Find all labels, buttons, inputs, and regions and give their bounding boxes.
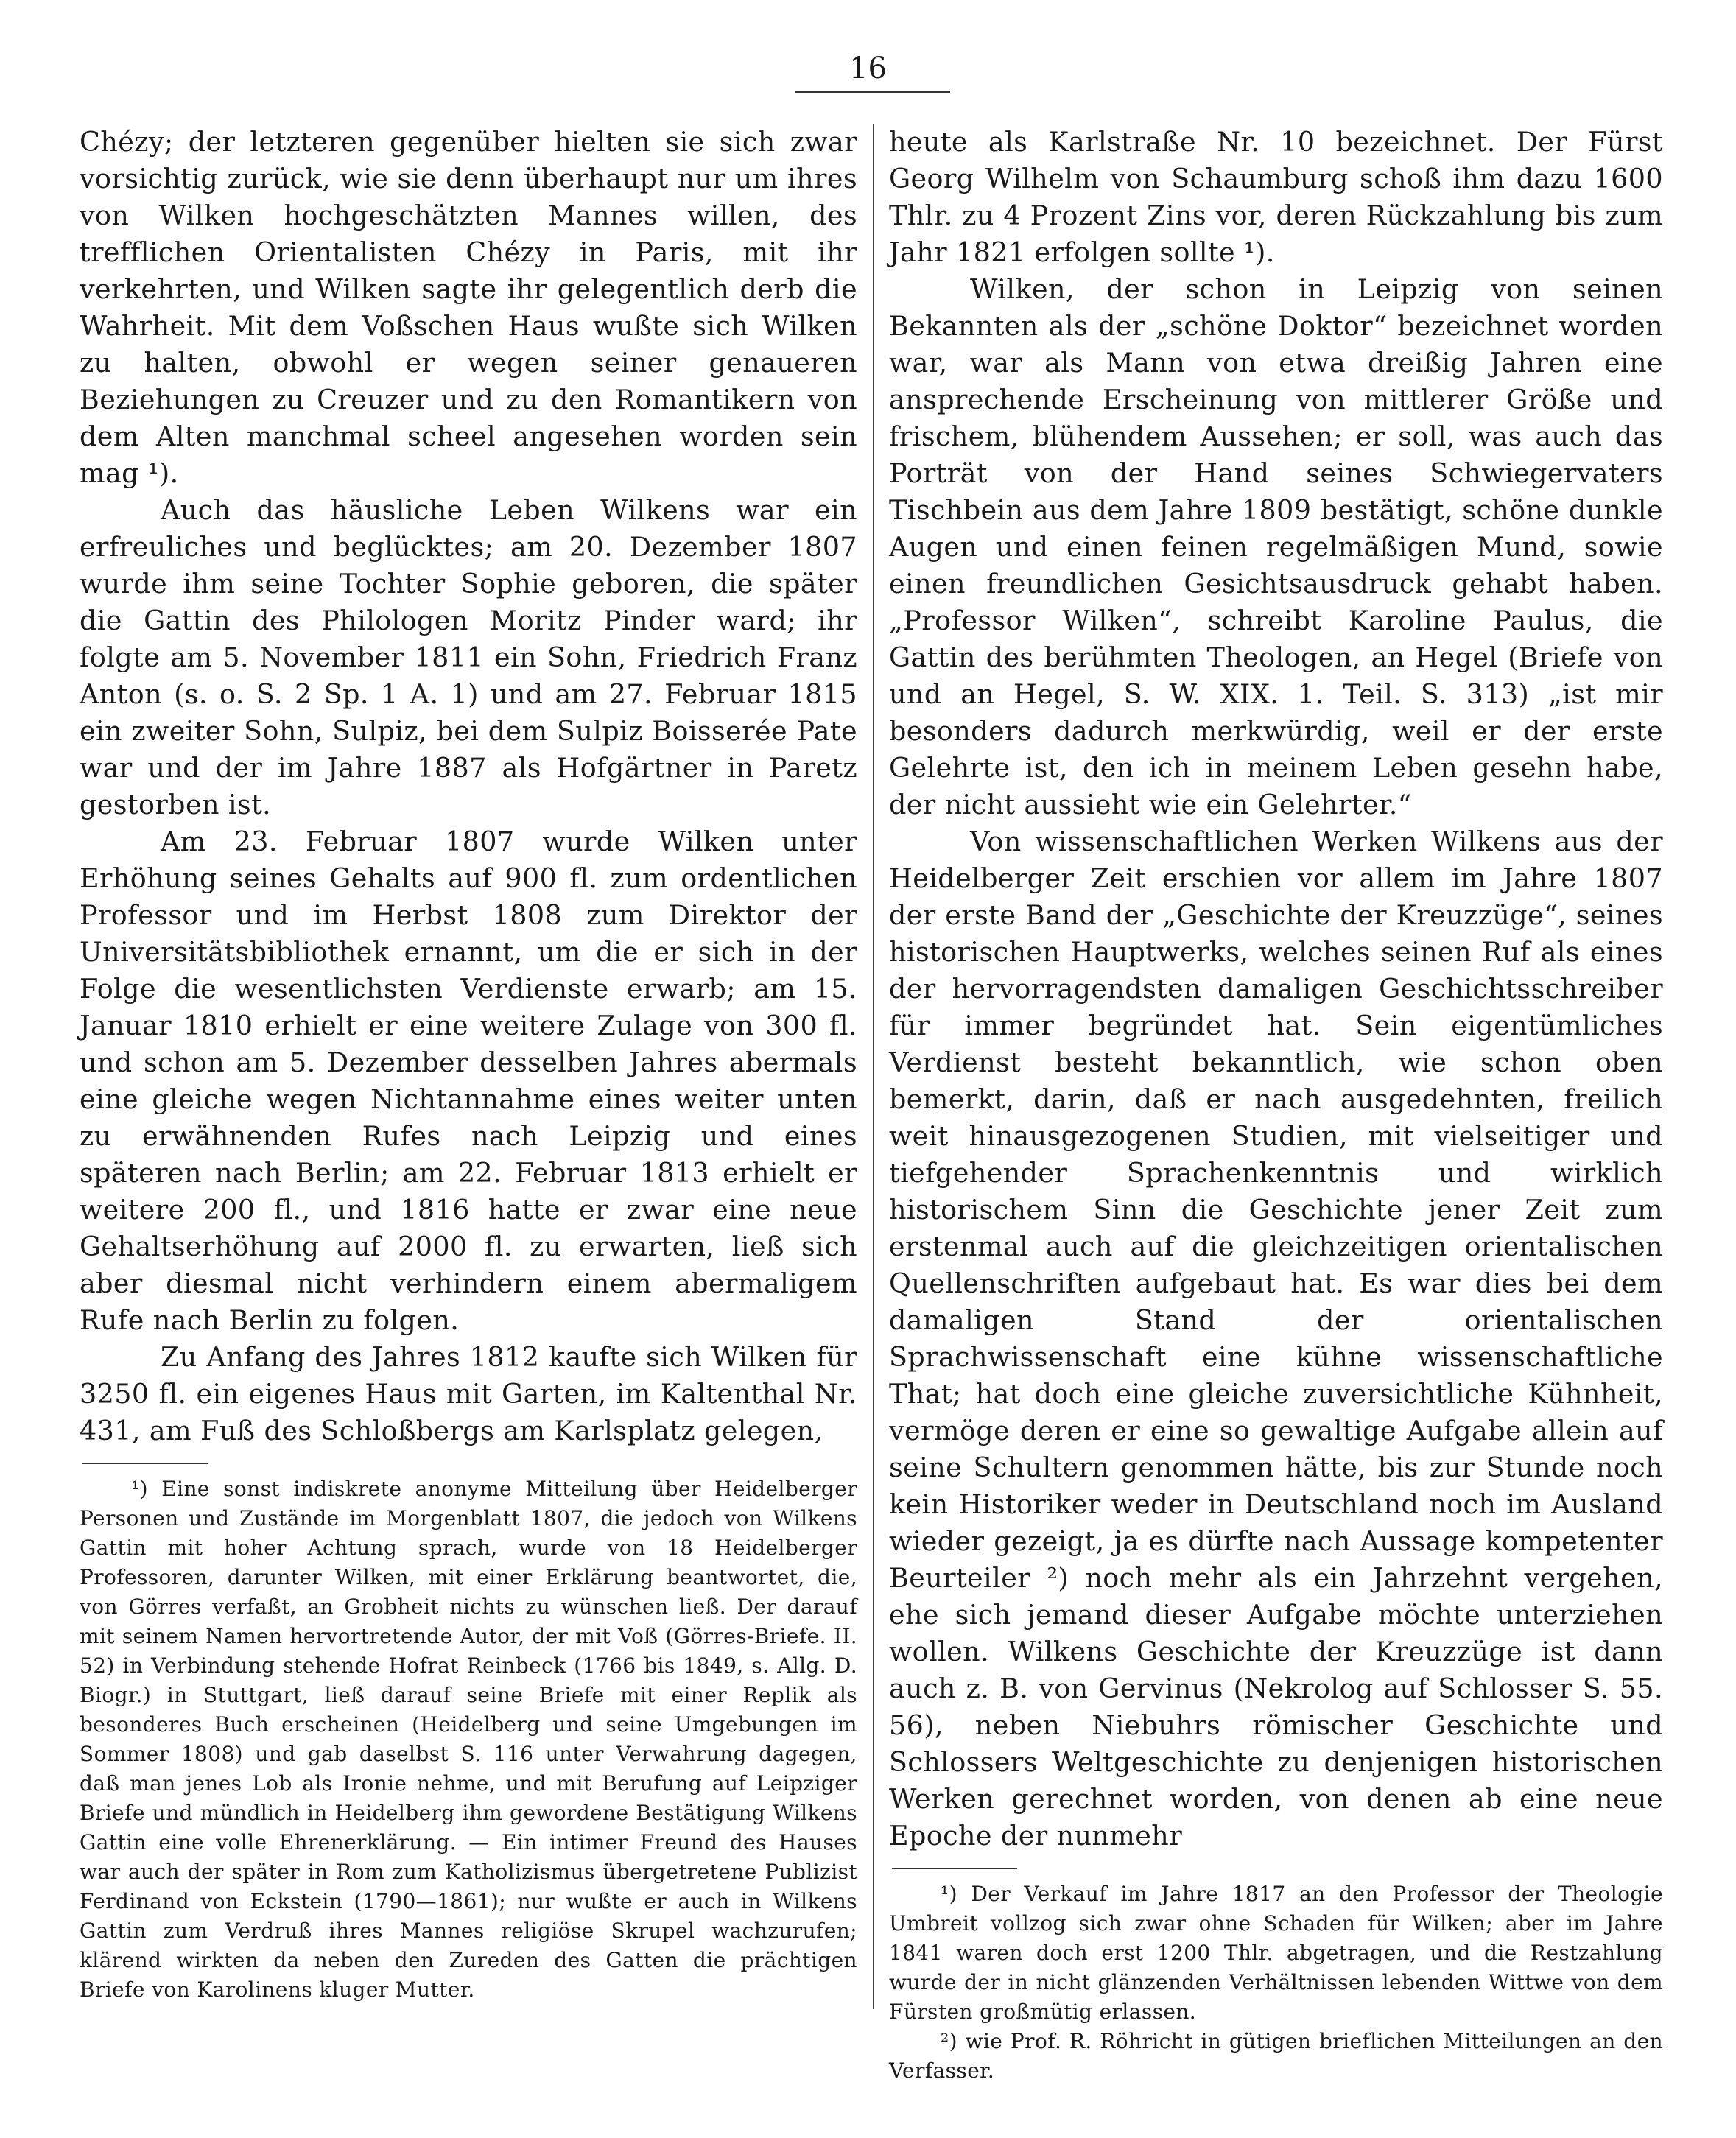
right-paragraph-3: Von wissenschaftlichen Werken Wilkens aus der Heidelberger Zeit erschien vor allem im Jahre 1807 der erste Band der „Geschichte der Kreuzzüge“, seines historischen Hauptwerks, welches seinen Ruf als eines der hervorragendsten damaligen Geschichtsschreiber für immer begründet hat. Sein eigentümliches Verdienst besteht bekanntlich, wie schon oben bemerkt, darin, daß er nach ausgedehnten, freilich weit hinausgezogenen Studien, mit vielseitiger und tiefgehender Sprachenkenntnis und wirklich historischem Sinn die Geschichte jener Zeit zum erstenmal auch auf die gleichzeitigen orientalischen Quellenschriften aufgebaut hat. Es war dies bei dem damaligen Stand der orientalischen Sprachwissenschaft eine kühne wissenschaftliche That; hat doch eine gleiche zuversichtliche Kühnheit, vermöge deren er eine so gewaltige Aufgabe allein auf seine Schultern genommen hätte, bis zur Stunde noch kein Historiker weder in Deutschland noch im Ausland wieder gezeigt, ja es dürfte nach Aussage kompetenter Beurteiler ²) noch mehr als ein Jahrzehnt vergehen, ehe sich jemand dieser Aufgabe möchte unterziehen wollen. Wilkens Geschichte der Kreuzzüge ist dann auch z. B. von Gervinus (Nekrolog auf Schlosser S. 55. 56), neben Niebuhrs römischer Geschichte und Schlossers Weltgeschichte zu denjenigen historischen Werken gerechnet worden, von denen ab eine neue Epoche der nunmehr [889,826,1663,1852]
left-paragraph-2: Auch das häusliche Leben Wilkens war ein erfreuliches und beglücktes; am 20. Dezember 1807 wurde ihm seine Tochter Sophie geboren, die später die Gattin des Philologen Moritz Pinder ward; ihr folgte am 5. November 1811 ein Sohn, Friedrich Franz Anton (s. o. S. 2 Sp. 1 A. 1) und am 27. Februar 1815 ein zweiter Sohn, Sulpiz, bei dem Sulpiz Boisserée Pate war und der im Jahre 1887 als Hofgärtner in Paretz gestorben ist. [80,494,857,820]
left-paragraph-1: Chézy; der letzteren gegenüber hielten sie sich zwar vorsichtig zurück, wie sie denn überhaupt nur um ihres von Wilken hochgeschätzten Mannes willen, des trefflichen Orientalisten Chézy in Paris, mit ihr verkehrten, und Wilken sagte ihr gelegentlich derb die Wahrheit. Mit dem Voßschen Haus wußte sich Wilken zu halten, obwohl er wegen seiner genaueren Beziehungen zu Creuzer und zu den Romantikern von dem Alten manchmal scheel angesehen worden sein mag ¹). [80,126,857,489]
right-footnote-2: ²) wie Prof. R. Röhricht in gütigen brieflichen Mitteilungen an den Verfasser. [889,2029,1663,2083]
left-paragraph-3: Am 23. Februar 1807 wurde Wilken unter Erhöhung seines Gehalts auf 900 fl. zum ordentlichen Professor und im Herbst 1808 zum Direktor der Universitätsbibliothek ernannt, um die er sich in der Folge die wesentlichsten Verdienste erwarb; am 15. Januar 1810 erhielt er eine weitere Zulage von 300 fl. und schon am 5. Dezember desselben Jahres abermals eine gleiche wegen Nichtannahme eines weiter unten zu erwähnenden Rufes nach Leipzig und eines späteren nach Berlin; am 22. Februar 1813 erhielt er weitere 200 fl., und 1816 hatte er zwar eine neue Gehaltserhöhung auf 2000 fl. zu erwarten, ließ sich aber diesmal nicht verhindern einem abermaligem Rufe nach Berlin zu folgen. [80,826,857,1336]
left-footnote-rule [82,1463,208,1464]
right-paragraph-2: Wilken, der schon in Leipzig von seinen Bekannten als der „schöne Doktor“ bezeichnet worden war, war als Mann von etwa dreißig Jahren eine ansprechende Erscheinung von mittlerer Größe und frischem, blühendem Aussehen; er soll, was auch das Porträt von der Hand seines Schwiegervaters Tischbein aus dem Jahre 1809 bestätigt, schöne dunkle Augen und einen feinen regelmäßigen Mund, sowie einen freundlichen Gesichtsausdruck gehabt haben. „Professor Wilken“, schreibt Karoline Paulus, die Gattin des berühmten Theologen, an Hegel (Briefe von und an Hegel, S. W. XIX. 1. Teil. S. 313) „ist mir besonders dadurch merkwürdig, weil er der erste Gelehrte ist, den ich in meinem Leben gesehn habe, der nicht aussieht wie ein Gelehrter.“ [889,273,1663,820]
right-footnotes [889,1879,1663,2086]
column-divider [873,124,874,2009]
page-number: 16 [849,52,887,85]
left-footnote-1: ¹) Eine sonst indiskrete anonyme Mitteilung über Heidelberger Personen und Zustände im Morgenblatt 1807, die jedoch von Wilkens Gattin mit hoher Achtung sprach, wurde von 18 Heidelberger Professoren, darunter Wilken, mit einer Erklärung beantwortet, die, von Görres verfaßt, an Grobheit nichts zu wünschen ließ. Der darauf mit seinem Namen hervortretende Autor, der mit Voß (Görres-Briefe. II. 52) in Verbindung stehende Hofrat Reinbeck (1766 bis 1849, s. Allg. D. Biogr.) in Stuttgart, ließ darauf seine Briefe mit einer Replik als besonderes Buch erscheinen (Heidelberg und seine Umgebungen im Sommer 1808) und gab daselbst S. 116 unter Verwahrung dagegen, daß man jenes Lob als Ironie nehme, und mit Berufung auf Leipziger Briefe und mündlich in Heidelberg ihm gewordene Bestätigung Wilkens Gattin eine volle Ehrenerklärung. — Ein intimer Freund des Hauses war auch der später in Rom zum Katholizismus übergetretene Publizist Ferdinand von Eckstein (1790—1861); nur wußte er auch in Wilkens Gattin zum Verdruß ihres Mannes religiöse Skrupel wachzurufen; klärend wirkten da neben den Zureden des Gatten die prächtigen Briefe von Karolinens kluger Mutter. [80,1477,857,2002]
left-footnotes [80,1474,857,2005]
right-paragraph-1: heute als Karlstraße Nr. 10 bezeichnet. Der Fürst Georg Wilhelm von Schaumburg schoß ihm dazu 1600 Thlr. zu 4 Prozent Zins vor, deren Rückzahlung bis zum Jahr 1821 erfolgen sollte ¹). [889,126,1663,268]
right-column [889,124,1663,2086]
left-paragraph-4: Zu Anfang des Jahres 1812 kaufte sich Wilken für 3250 fl. ein eigenes Haus mit Garten, im Kaltenthal Nr. 431, am Fuß des Schloßbergs am Karlsplatz gelegen, [80,1341,857,1446]
header-rule [795,91,950,93]
left-column [80,124,857,2005]
right-footnote-rule [892,1868,1017,1869]
right-footnote-1: ¹) Der Verkauf im Jahre 1817 an den Professor der Theologie Umbreit vollzog sich zwar ohne Schaden für Wilken; aber im Jahre 1841 waren doch erst 1200 Thlr. abgetragen, und die Restzahlung wurde der in nicht glänzenden Verhältnissen lebenden Wittwe von dem Fürsten großmütig erlassen. [889,1882,1663,2024]
